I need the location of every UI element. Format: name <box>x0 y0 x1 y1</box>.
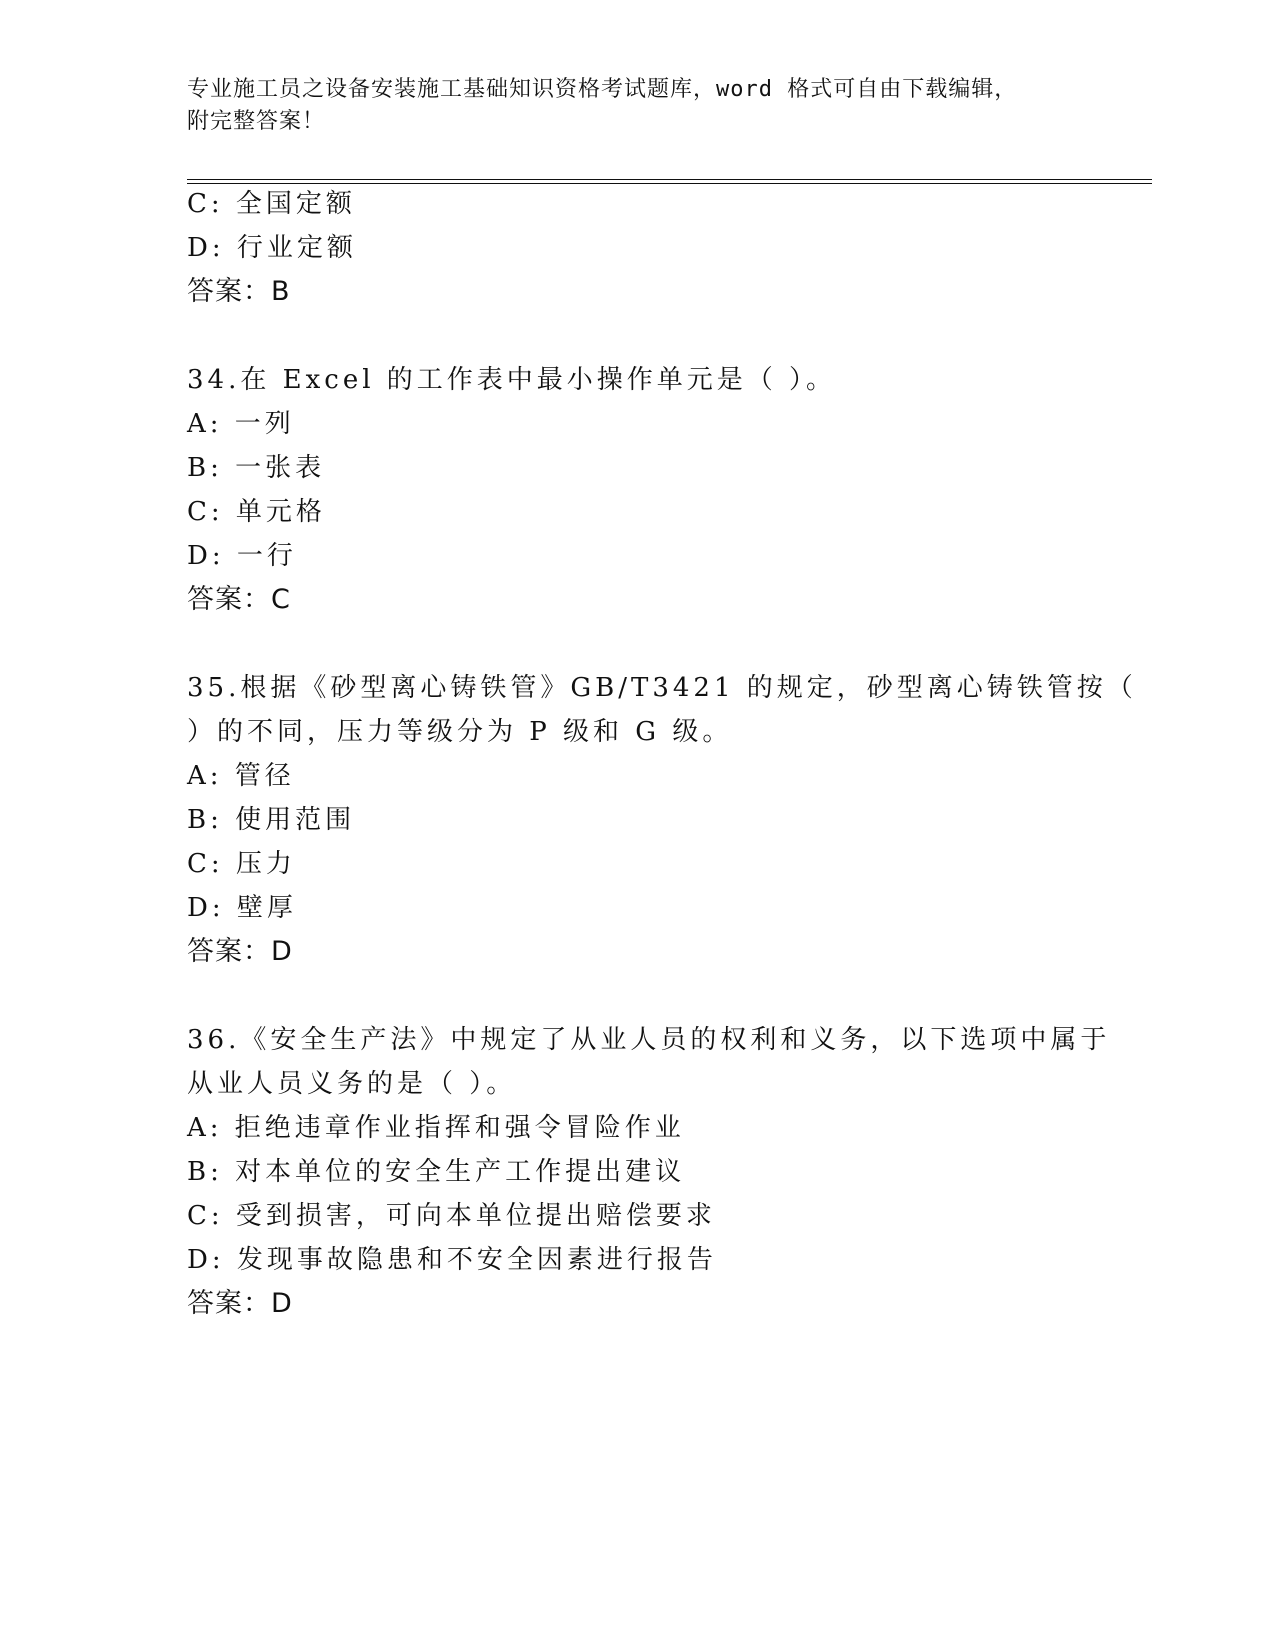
q34-question: 34.在 Excel 的工作表中最小操作单元是（ ）。 <box>187 365 837 395</box>
q34-option-b: B: 一张表 <box>187 453 326 483</box>
q33-option-d: D: 行业定额 <box>187 233 357 263</box>
q36-option-d: D: 发现事故隐患和不安全因素进行报告 <box>187 1245 717 1275</box>
q36-option-a: A: 拒绝违章作业指挥和强令冒险作业 <box>187 1113 685 1143</box>
q35-option-a: A: 管径 <box>187 761 295 791</box>
q35-question-line-2: ）的不同，压力等级分为 P 级和 G 级。 <box>187 717 733 747</box>
document-header <box>187 74 1067 138</box>
header-divider <box>187 179 1152 184</box>
header-line-2: 附完整答案！ <box>187 109 326 134</box>
q33-option-c: C: 全国定额 <box>187 189 356 219</box>
q33-answer: 答案：B <box>187 276 291 307</box>
q35-question-line-1: 35.根据《砂型离心铸铁管》GB/T3421 的规定，砂型离心铸铁管按（ <box>187 673 1137 703</box>
q34-option-c: C: 单元格 <box>187 497 326 527</box>
q34-answer: 答案：C <box>187 584 291 615</box>
q36-answer: 答案：D <box>187 1288 293 1319</box>
q34-option-d: D: 一行 <box>187 541 297 571</box>
q35-answer: 答案：D <box>187 936 293 967</box>
q35-option-b: B: 使用范围 <box>187 805 356 835</box>
q35-option-d: D: 壁厚 <box>187 893 297 923</box>
q34-option-a: A: 一列 <box>187 409 295 439</box>
q36-question-line-1: 36.《安全生产法》中规定了从业人员的权利和义务，以下选项中属于 <box>187 1025 1111 1055</box>
q35-option-c: C: 压力 <box>187 849 296 879</box>
q36-option-b: B: 对本单位的安全生产工作提出建议 <box>187 1157 686 1187</box>
header-line-1: 专业施工员之设备安装施工基础知识资格考试题库，word 格式可自由下载编辑， <box>187 77 1018 102</box>
q36-question-line-2: 从业人员义务的是（ ）。 <box>187 1069 517 1099</box>
q36-option-c: C: 受到损害，可向本单位提出赔偿要求 <box>187 1201 716 1231</box>
